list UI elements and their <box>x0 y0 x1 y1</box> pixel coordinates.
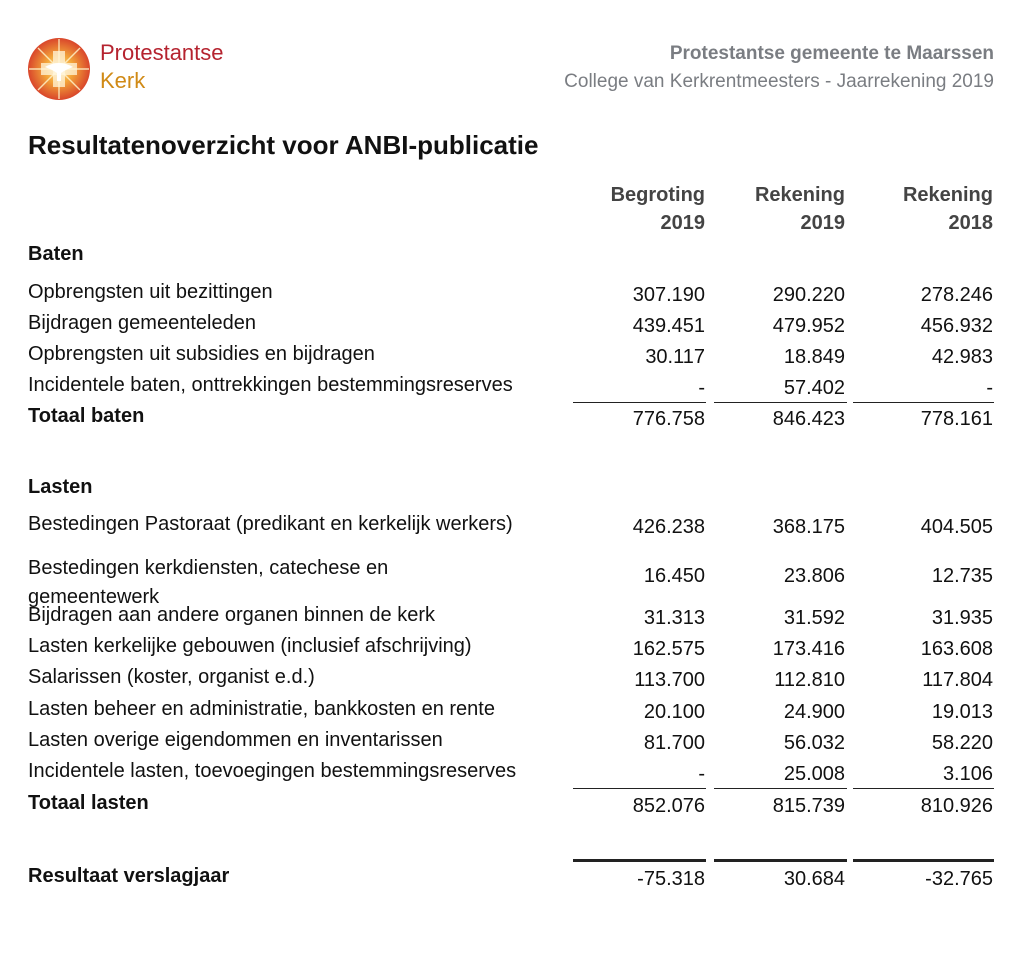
row-label: Totaal baten <box>28 405 145 427</box>
value-rekening-2019: 479.952 <box>772 315 845 337</box>
table-row <box>0 667 1024 697</box>
value-begroting-2019: - <box>698 377 705 399</box>
table-row <box>0 282 1024 312</box>
total-row-lasten <box>0 793 1024 823</box>
value-rekening-2019: 25.008 <box>783 763 845 785</box>
table-row <box>0 344 1024 374</box>
value-rekening-2019: 846.423 <box>772 408 845 430</box>
subtotal-rule <box>714 788 847 789</box>
subtotal-rule <box>853 402 994 403</box>
value-begroting-2019: 426.238 <box>632 516 705 538</box>
section-heading-baten: Baten <box>28 243 84 265</box>
value-rekening-2018: 31.935 <box>931 607 993 629</box>
value-begroting-2019: 113.700 <box>634 669 705 691</box>
document-subtitle: College van Kerkrentmeesters - Jaarrekening 2019 <box>564 71 994 92</box>
value-rekening-2018: - <box>986 377 993 399</box>
value-rekening-2019: 173.416 <box>772 638 845 660</box>
subtotal-rule <box>853 788 994 789</box>
row-label: Salarissen (koster, organist e.d.) <box>28 666 315 688</box>
brand-line-1: Protestantse <box>100 40 224 65</box>
table-row <box>0 605 1024 635</box>
value-begroting-2019: 16.450 <box>643 565 705 587</box>
table-row <box>0 730 1024 760</box>
subtotal-rule <box>714 402 847 403</box>
value-rekening-2018: 58.220 <box>931 732 993 754</box>
value-rekening-2018: 19.013 <box>931 701 993 723</box>
value-rekening-2018: 456.932 <box>920 315 993 337</box>
table-row <box>0 636 1024 666</box>
row-label: Bestedingen kerkdiensten, catechese en gemeentewerk <box>28 557 389 608</box>
value-begroting-2019: -75.318 <box>637 868 705 890</box>
value-rekening-2018: 278.246 <box>920 284 993 306</box>
column-header-rekening-2018: Rekening 2018 <box>902 184 993 234</box>
value-begroting-2019: 776.758 <box>632 408 705 430</box>
row-label: Resultaat verslagjaar <box>28 865 230 887</box>
value-rekening-2018: 117.804 <box>922 669 993 691</box>
table-row <box>0 699 1024 729</box>
page-title: Resultatenoverzicht voor ANBI-publicatie <box>28 130 539 160</box>
value-rekening-2018: 778.161 <box>920 408 993 430</box>
row-label: Lasten kerkelijke gebouwen (inclusief afschrijving) <box>28 635 472 657</box>
subtotal-rule <box>573 402 706 403</box>
protestantse-kerk-logo-icon <box>27 37 91 101</box>
row-label: Opbrengsten uit subsidies en bijdragen <box>28 343 375 365</box>
column-header-begroting-2019: Begroting 2019 <box>610 184 705 234</box>
value-rekening-2018: 3.106 <box>942 763 993 785</box>
value-begroting-2019: 20.100 <box>643 701 705 723</box>
organization-header <box>564 44 994 91</box>
table-row <box>0 514 1024 544</box>
row-label: Bijdragen aan andere organen binnen de kerk <box>28 604 435 626</box>
value-rekening-2019: 31.592 <box>783 607 845 629</box>
row-label: Lasten overige eigendommen en inventarissen <box>28 729 443 751</box>
table-row <box>0 557 1024 608</box>
value-rekening-2018: 163.608 <box>920 638 993 660</box>
subtotal-rule <box>573 788 706 789</box>
result-rule <box>714 859 847 862</box>
value-rekening-2018: 42.983 <box>931 346 993 368</box>
value-begroting-2019: 30.117 <box>645 346 705 368</box>
row-label: Incidentele baten, onttrekkingen bestemmingsreserves <box>28 374 513 396</box>
value-rekening-2019: 56.032 <box>783 732 845 754</box>
section-heading-lasten: Lasten <box>28 476 93 498</box>
organization-name: Protestantse gemeente te Maarssen <box>669 43 994 64</box>
value-begroting-2019: 852.076 <box>632 795 705 817</box>
value-rekening-2018: -32.765 <box>925 868 993 890</box>
value-rekening-2019: 23.806 <box>783 565 845 587</box>
result-rule <box>853 859 994 862</box>
value-rekening-2019: 368.175 <box>772 516 845 538</box>
table-row <box>0 761 1024 791</box>
value-rekening-2018: 810.926 <box>920 795 993 817</box>
column-header-rekening-2019: Rekening 2019 <box>754 184 845 234</box>
value-rekening-2019: 24.900 <box>783 701 845 723</box>
table-row <box>0 375 1024 405</box>
value-rekening-2019: 112.810 <box>774 669 845 691</box>
row-label: Bestedingen Pastoraat (predikant en kerkelijk werkers) <box>28 513 513 535</box>
value-rekening-2019: 30.684 <box>783 868 845 890</box>
row-label: Opbrengsten uit bezittingen <box>28 281 273 303</box>
brand-line-2: Kerk <box>100 68 146 93</box>
row-label: Incidentele lasten, toevoegingen bestemmingsreserves <box>28 760 517 782</box>
value-begroting-2019: 162.575 <box>632 638 705 660</box>
value-rekening-2019: 290.220 <box>772 284 845 306</box>
value-rekening-2019: 815.739 <box>772 795 845 817</box>
result-rule <box>573 859 706 862</box>
value-begroting-2019: 307.190 <box>632 284 705 306</box>
total-row-baten <box>0 406 1024 436</box>
brand-name <box>100 42 224 92</box>
value-begroting-2019: 31.313 <box>643 607 705 629</box>
value-rekening-2019: 57.402 <box>783 377 845 399</box>
value-rekening-2019: 18.849 <box>783 346 845 368</box>
result-row <box>0 866 1024 896</box>
value-rekening-2018: 404.505 <box>920 516 993 538</box>
row-label: Lasten beheer en administratie, bankkosten en rente <box>28 698 495 720</box>
table-row <box>0 313 1024 343</box>
row-label: Bijdragen gemeenteleden <box>28 312 256 334</box>
value-begroting-2019: - <box>698 763 705 785</box>
value-begroting-2019: 439.451 <box>632 315 705 337</box>
row-label: Totaal lasten <box>28 792 149 814</box>
value-begroting-2019: 81.700 <box>643 732 705 754</box>
value-rekening-2018: 12.735 <box>931 565 993 587</box>
